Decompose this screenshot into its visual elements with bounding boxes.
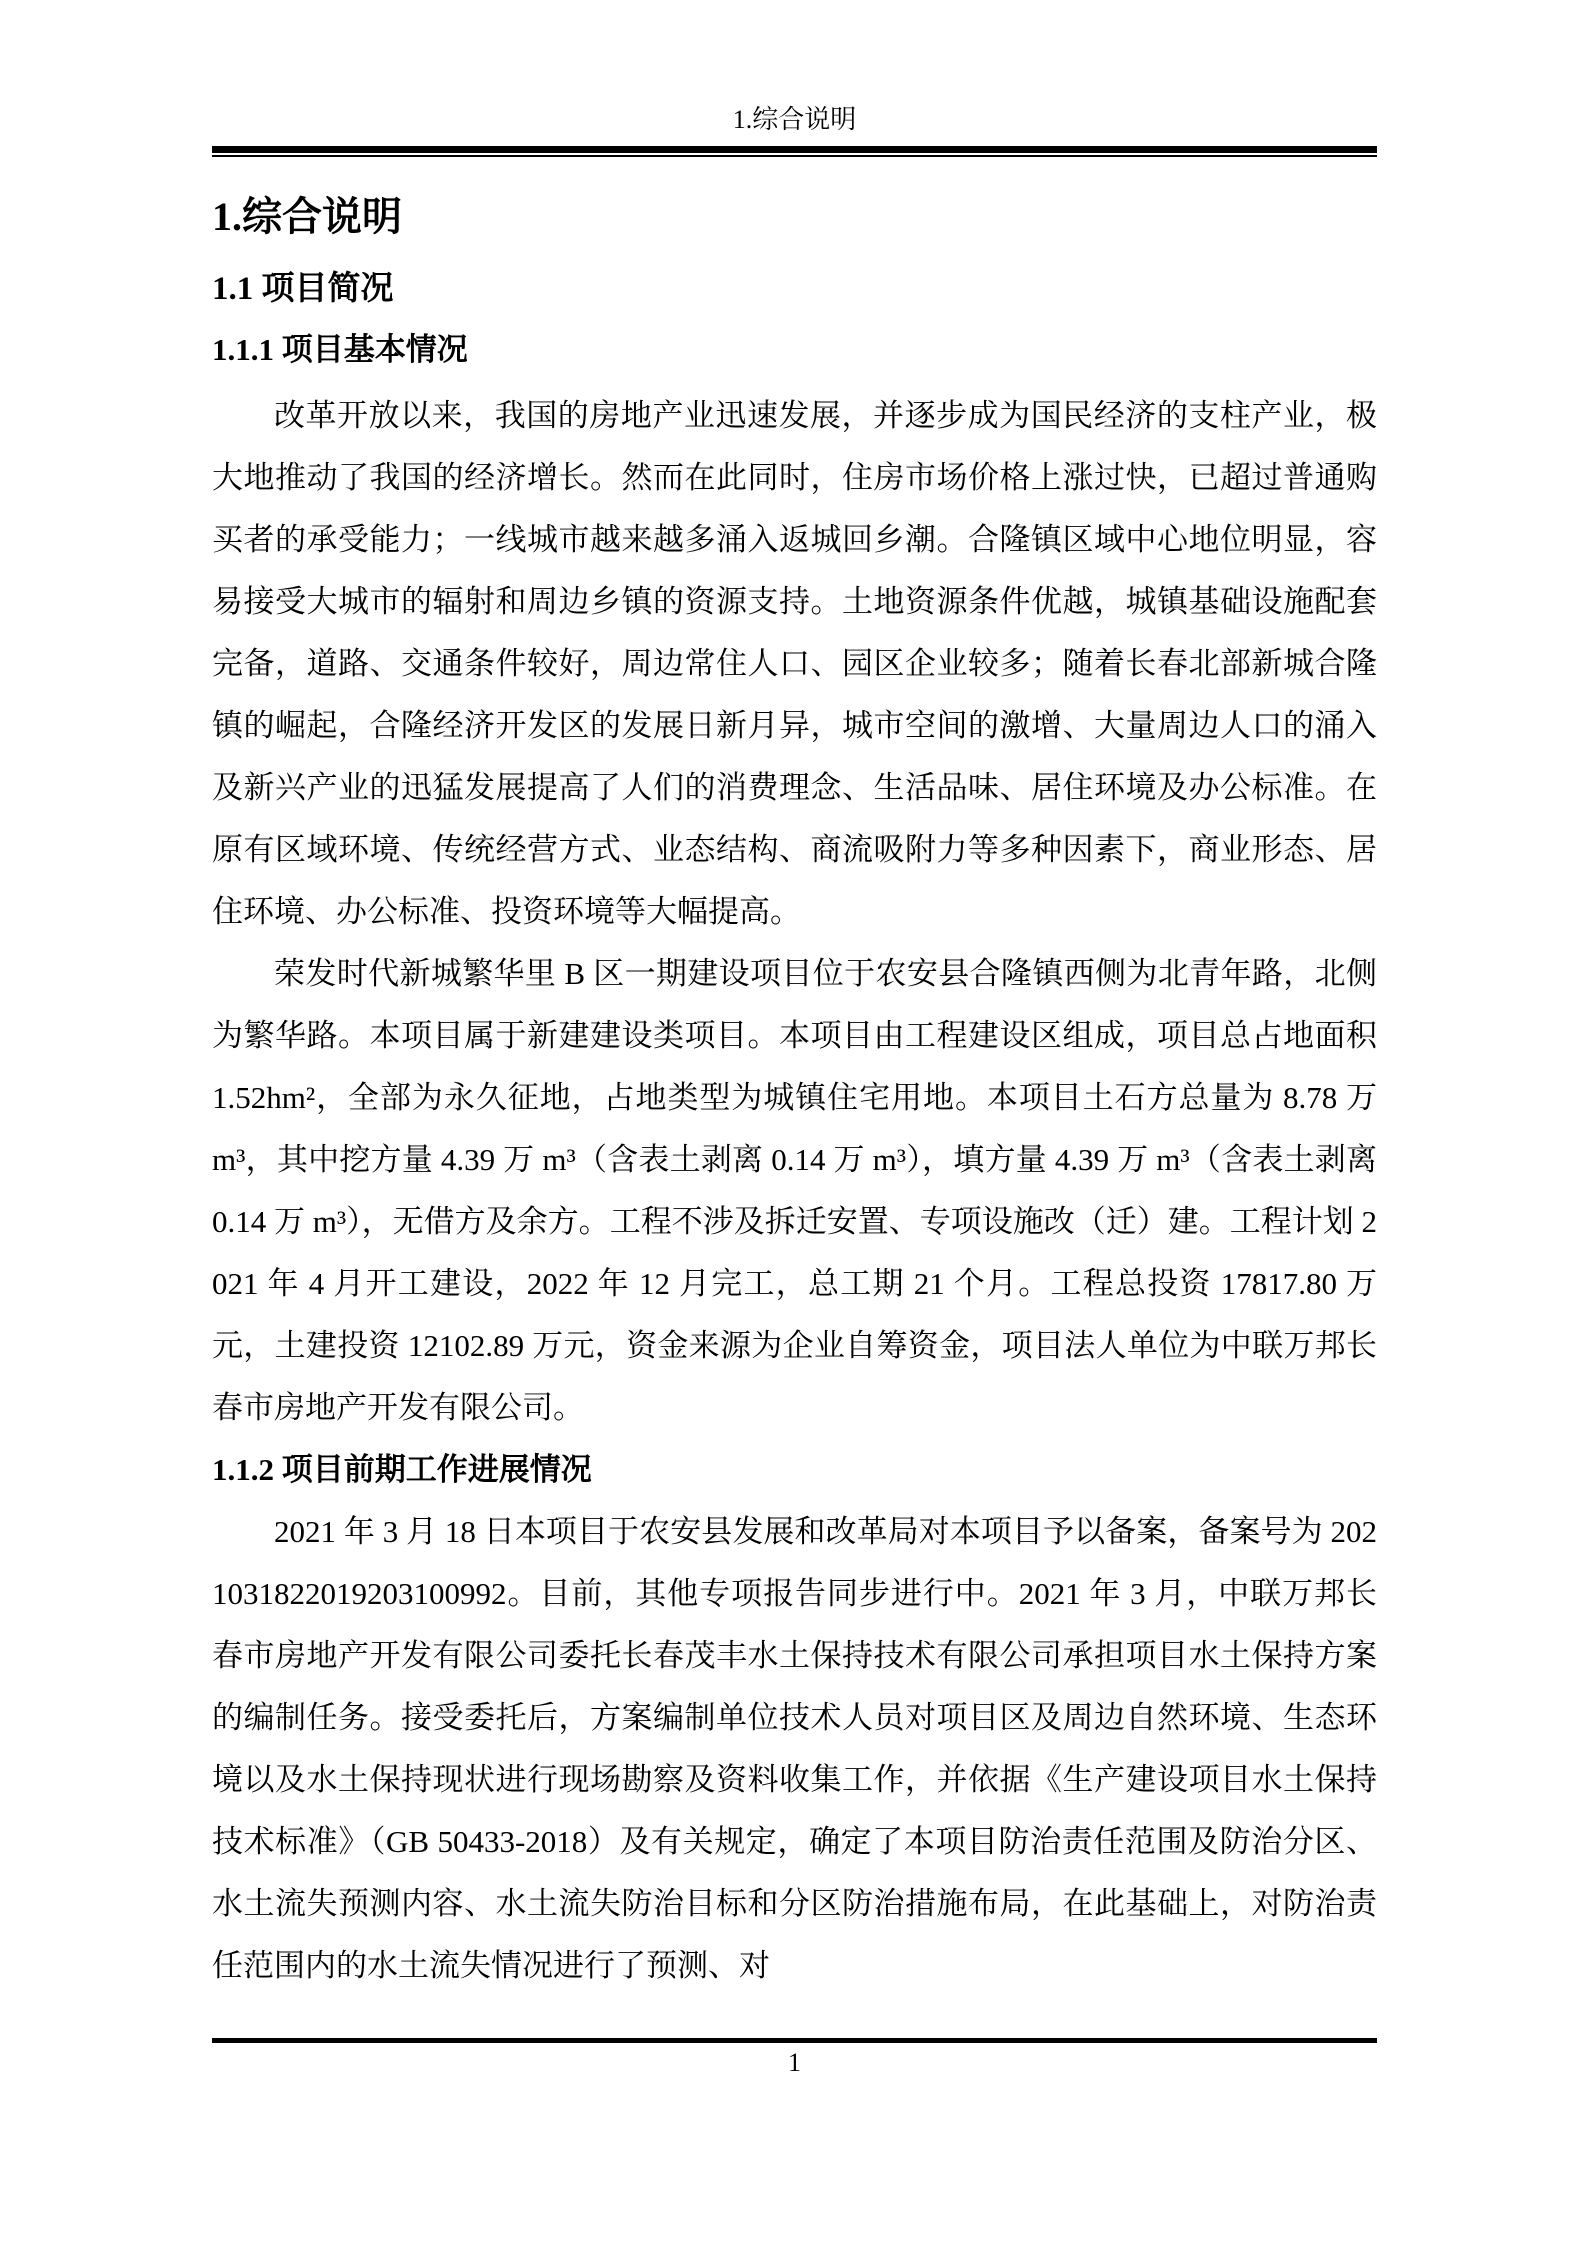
subsection-heading-1-1-2: 1.1.2 项目前期工作进展情况	[212, 1452, 592, 1487]
page-footer	[212, 2038, 1377, 2083]
subsection-heading-1-1-1: 1.1.1 项目基本情况	[212, 332, 468, 367]
page-number: 1	[788, 2048, 801, 2077]
section-heading-1-1: 1.1 项目简况	[212, 271, 394, 307]
paragraph-project-basics: 荣发时代新城繁华里 B 区一期建设项目位于农安县合隆镇西侧为北青年路，北侧为繁华路。本项目属于新建建设类项目。本项目由工程建设区组成，项目总占地面积 1.52hm²，全部为永久征地，占地类型为城镇住宅用地。本项目土石方总量为 8.78 万 m³，其中挖方量 4.39 万 m³（含表土剥离 0.14 万 m³），填方量 4.39 万 m³（含表土剥离 0.14 万 m³），无借方及余方。工程不涉及拆迁安置、专项设施改（迁）建。工程计划 2021 年 4 月开工建设，2022 年 12 月完工，总工期 21 个月。工程总投资 17817.80 万元，土建投资 12102.89 万元，资金来源为企业自筹资金，项目法人单位为中联万邦长春市房地产开发有限公司。	[212, 956, 1377, 1425]
header-rule	[212, 146, 1377, 157]
paragraph-preliminary-work: 2021 年 3 月 18 日本项目于农安县发展和改革局对本项目予以备案，备案号为 2021031822019203100992。目前，其他专项报告同步进行中。2021 年 3 月，中联万邦长春市房地产开发有限公司委托长春茂丰水土保持技术有限公司承担项目水土保持方案的编制任务。接受委托后，方案编制单位技术人员对项目区及周边自然环境、生态环境以及水土保持现状进行现场勘察及资料收集工作，并依据《生产建设项目水土保持技术标准》（GB 50433-2018）及有关规定，确定了本项目防治责任范围及防治分区、水土流失预测内容、水土流失防治目标和分区防治措施布局，在此基础上，对防治责任范围内的水土流失情况进行了预测、对	[212, 1514, 1377, 1983]
page-title: 1.综合说明	[212, 194, 402, 239]
paragraph-industry-overview: 改革开放以来，我国的房地产业迅速发展，并逐步成为国民经济的支柱产业，极大地推动了我国的经济增长。然而在此同时，住房市场价格上涨过快，已超过普通购买者的承受能力；一线城市越来越多涌入返城回乡潮。合隆镇区域中心地位明显，容易接受大城市的辐射和周边乡镇的资源支持。土地资源条件优越，城镇基础设施配套完备，道路、交通条件较好，周边常住人口、园区企业较多；随着长春北部新城合隆镇的崛起，合隆经济开发区的发展日新月异，城市空间的激增、大量周边人口的涌入及新兴产业的迅猛发展提高了人们的消费理念、生活品味、居住环境及办公标准。在原有区域环境、传统经营方式、业态结构、商流吸附力等多种因素下，商业形态、居住环境、办公标准、投资环境等大幅提高。	[212, 398, 1377, 929]
running-header-title: 1.综合说明	[732, 105, 857, 134]
running-header	[212, 0, 1377, 138]
